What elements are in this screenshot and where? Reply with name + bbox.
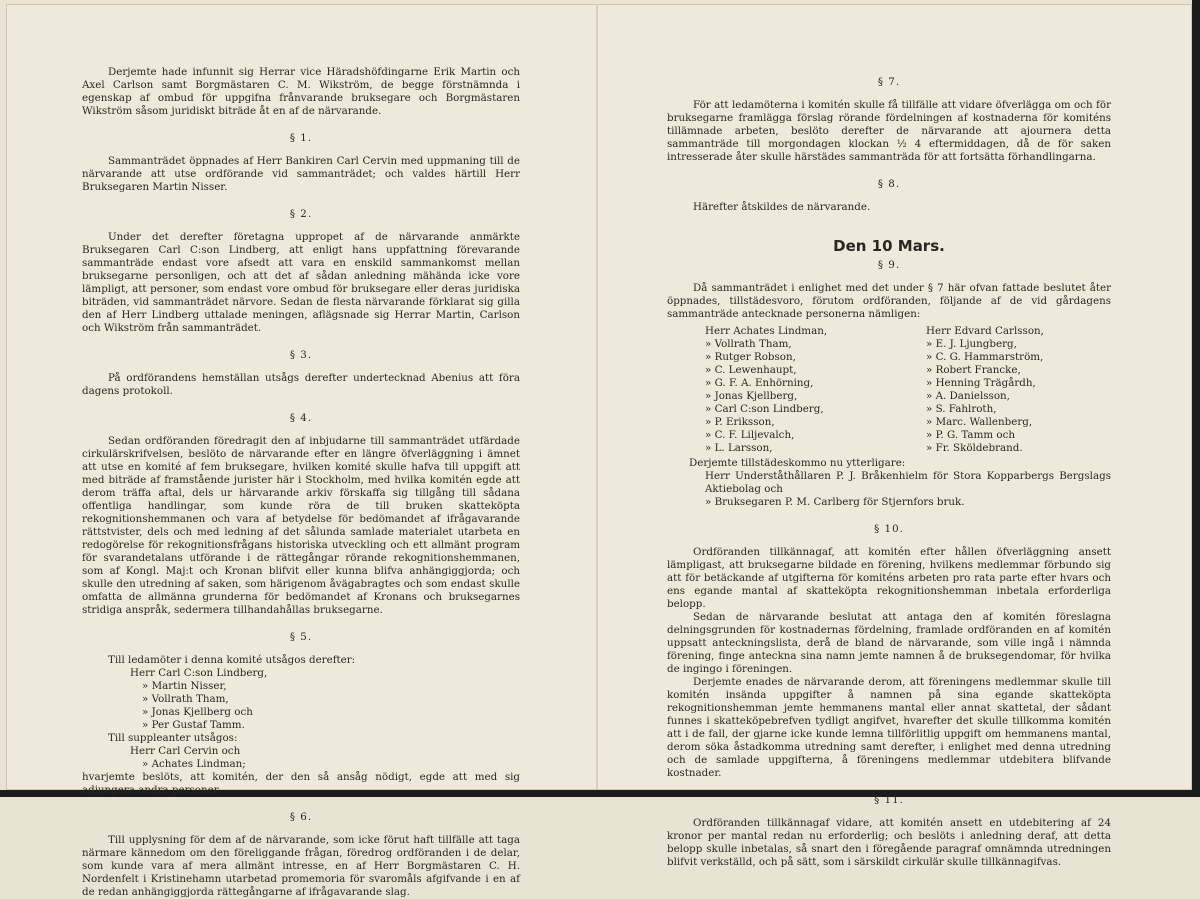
section-6-text: Till upplysning för dem af de närvarande, som icke förut haft tillfälle att taga närmare kännedom om den föreliggande frågan, föredrog ordföranden i de delar, som kunde vara af mera allmänt intresse, en af Herr Borgmästaren C. H. Nordenfelt i Kristinehamn utarbetad promemoria för svaromåls afgifvande i en af de redan anhängiggjorda rättegångarne af ifrågavarande slag. xyxy=(82,834,520,898)
section-9-text: Då sammanträdet i enlighet med det under § 7 här ofvan fattade beslutet åter öppnades, tillstädesvoro, förutom ordföranden, följande af de vid gårdagens sammanträde antecknade personerna nämligen: xyxy=(667,282,1111,320)
member-3: » Vollrath Tham, xyxy=(142,693,229,705)
section-3-text: På ordförandens hemställan utsågs derefter undertecknad Abenius att föra dagens protokoll. xyxy=(82,372,520,397)
section-5-tail: hvarjemte beslöts, att komitén, der den så ansåg nödigt, egde att med sig adjungera andra personer. xyxy=(82,771,520,796)
section-8-text: Härefter åtskildes de närvarande. xyxy=(693,201,871,213)
section-10-paragraph-3: Derjemte enades de närvarande derom, att föreningens medlemmar skulle till komitén insända uppgifter å namnen på sina egande skatteköpta rekognitionshemman jemte hemmanens mantal eller annat skattetal, der sådant funnes i skatteköpebrefven tydligt angifvet, hvarefter det skulle tillkomma komitén att i de fall, der gjarne icke kunde lemna tillförlitlig uppgift om hemmanens mantal, derom söka åstadkomma utredning samt derefter, i enlighet med denna utredning och de samlade uppgifterna, å föreningens medlemmar utdebitera blifvande kostnader. xyxy=(667,676,1111,779)
attendee: » G. F. A. Enhörning, xyxy=(705,377,814,389)
section-2-label: § 2. xyxy=(289,208,313,220)
attendee: » Rutger Robson, xyxy=(705,351,796,363)
attendee: » Henning Trägårdh, xyxy=(926,377,1036,389)
section-1-label: § 1. xyxy=(289,132,313,144)
attendee: » Fr. Sköldebrand. xyxy=(926,442,1023,454)
section-4-text: Sedan ordföranden föredragit den af inbjudarne till sammanträdet utfärdade cirkulärskrifvelsen, beslöto de närvarande efter en längre öfverläggning i ämnet att utse en komité af fem bruksegare, hvilken komité skulle hafva till uppgift att med biträde af framstående jurister här i Stockholm, med hvilka komitén egde att derom träffa aftal, dels ur härvarande arkiv förskaffa sig tillgång till sådana offentliga handlingar, som kunde röra de till bruken skatteköpta rekognitionshemmanen och vara af betydelse för bedömandet af ifrågavarande rättstvister, dels och med ledning af det sålunda samlade materialet utarbeta en redogörelse för rekognitionsfrågans historiska utveckling och ett allmänt program för svarandetalans utförande i de rättegångar rörande rekognitionshemmanen, som af Kongl. Maj:t och Kronan blifvit eller kunna blifva anhängiggjorda; och skulle den utredning af saken, som härigenom åvägabragtes och som endast skulle omfatta de allmänna grunderna för bedömandet af Kronans och bruksegarnes stridiga anspråk, sedermera tillhandahållas bruksegarne. xyxy=(82,435,520,616)
attendee: » C. F. Liljevalch, xyxy=(705,429,795,441)
section-8-label: § 8. xyxy=(877,178,901,190)
section-10-paragraph-1: Ordföranden tillkännagaf, att komitén efter hållen öfverläggning ansett lämpligast, att bruksegarne bildade en förening, hvilkens medlemmar förbundo sig att för betäckande af utgifterna för komiténs arbeten pro rata parte efter hvars och ens egande mantal af skatteköpta rekognitionshemman inbetala erforderliga belopp. xyxy=(667,546,1111,610)
member-5: » Per Gustaf Tamm. xyxy=(142,719,245,731)
date-heading: Den 10 Mars. xyxy=(833,237,945,255)
section-5-lead: Till ledamöter i denna komité utsågos derefter: xyxy=(108,654,356,666)
attendee-column-left xyxy=(667,325,890,455)
supplement-2: » Achates Lindman; xyxy=(142,758,246,770)
section-10-paragraph-2: Sedan de närvarande beslutat att antaga den af komitén föreslagna delningsgrunden för kostnadernas fördelning, framlade ordföranden en af komitén uppsatt anteckningslista, derå de bland de närvarande, som ville ingå i nämnda förening, finge anteckna sina namn jemte namnen å de bruksegendomar, för hvilka de ingingo i föreningen. xyxy=(667,611,1111,675)
attendee: » A. Danielsson, xyxy=(926,390,1010,402)
attendee: » L. Larsson, xyxy=(705,442,773,454)
attendee: » S. Fahlroth, xyxy=(926,403,997,415)
attendee-table xyxy=(667,325,1111,455)
attendee: » P. G. Tamm och xyxy=(926,429,1015,441)
attendee: Herr Edvard Carlsson, xyxy=(926,325,1044,337)
section-9-label: § 9. xyxy=(877,259,901,271)
attendee: » C. G. Hammarström, xyxy=(926,351,1044,363)
attendee: » Jonas Kjellberg, xyxy=(705,390,798,402)
section-4-label: § 4. xyxy=(289,412,313,424)
left-page xyxy=(82,66,520,899)
right-page xyxy=(667,76,1111,869)
additional-attendee-2: » Bruksegaren P. M. Carlberg för Stjernfors bruk. xyxy=(705,496,965,508)
attendee: Herr Achates Lindman, xyxy=(705,325,828,337)
additional-attendees-lead: Derjemte tillstädeskommo nu ytterligare: xyxy=(689,457,906,469)
section-11-label: § 11. xyxy=(874,794,904,806)
supplement-list xyxy=(82,745,520,771)
page-fold xyxy=(596,4,598,790)
attendee: » Robert Francke, xyxy=(926,364,1021,376)
section-3-label: § 3. xyxy=(289,349,313,361)
attendee: » E. J. Ljungberg, xyxy=(926,338,1017,350)
attendee: » Carl C:son Lindberg, xyxy=(705,403,824,415)
attendee: » P. Eriksson, xyxy=(705,416,775,428)
section-2-text: Under det derefter företagna uppropet af de närvarande anmärkte Bruksegaren Carl C:son Lindberg, att enligt hans uppfattning förevarande sammanträde endast vore afsedt att vara en enskild sammankomst mellan bruksegarne personligen, och att det af sådan anledning mähända icke vore lämpligt, att personer, som endast vore ombud för bruksegare eller deras juridiska biträden, vid sammanträdet närvore. Sedan de flesta närvarande förklarat sig gilla den af Herr Lindberg uttalade meningen, aflägsnade sig Herrar Martin, Carlson och Wikström från sammanträdet. xyxy=(82,231,520,334)
supplement-lead: Till suppleanter utsågos: xyxy=(108,732,238,744)
section-5-label: § 5. xyxy=(289,631,313,643)
section-6-label: § 6. xyxy=(289,811,313,823)
additional-attendee-1: Herr Underståthållaren P. J. Bråkenhielm för Stora Kopparbergs Bergslags Aktiebolag och xyxy=(705,470,1111,495)
attendee-column-right xyxy=(890,325,1111,455)
section-7-text: För att ledamöterna i komitén skulle få tillfälle att vidare öfverlägga om och för bruksegarne framlägga förslag rörande fördelningen af kostnaderna för komiténs tillämnade arbeten, beslöto derefter de närvarande att ajournera detta sammanträde till morgondagen klockan ½ 4 eftermiddagen, då de för saken intresserade åter skulle härstädes sammanträda för att fortsätta förhandlingarna. xyxy=(667,99,1111,163)
attendee: » Marc. Wallenberg, xyxy=(926,416,1033,428)
member-1: Herr Carl C:son Lindberg, xyxy=(130,667,268,679)
member-list xyxy=(82,667,520,732)
scan-edge-right xyxy=(1192,0,1200,797)
member-4: » Jonas Kjellberg och xyxy=(142,706,253,718)
supplement-1: Herr Carl Cervin och xyxy=(130,745,241,757)
member-2: » Martin Nisser, xyxy=(142,680,227,692)
section-1-text: Sammanträdet öppnades af Herr Bankiren Carl Cervin med uppmaning till de närvarande att utse ordförande vid sammanträdet; och valdes härtill Herr Bruksegaren Martin Nisser. xyxy=(82,155,520,193)
attendee: » C. Lewenhaupt, xyxy=(705,364,797,376)
intro-paragraph: Derjemte hade infunnit sig Herrar vice Häradshöfdingarne Erik Martin och Axel Carlson samt Borgmästaren C. M. Wikström, de begge förstnämnda i egenskap af ombud för uppgifna frånvarande bruksegare och Borgmästaren Wikström såsom juridiskt biträde åt en af de närvarande. xyxy=(82,66,520,117)
attendee: » Vollrath Tham, xyxy=(705,338,792,350)
section-7-label: § 7. xyxy=(877,76,901,88)
section-10-label: § 10. xyxy=(874,523,904,535)
section-11-text: Ordföranden tillkännagaf vidare, att komitén ansett en utdebitering af 24 kronor per mantal redan nu erforderlig; och beslöts i anledning deraf, att detta belopp skulle inbetalas, så snart den i föregående paragraf omnämnda utredningen blifvit verkställd, och på sätt, som i särskildt cirkulär skulle tillkännagifvas. xyxy=(667,817,1111,868)
